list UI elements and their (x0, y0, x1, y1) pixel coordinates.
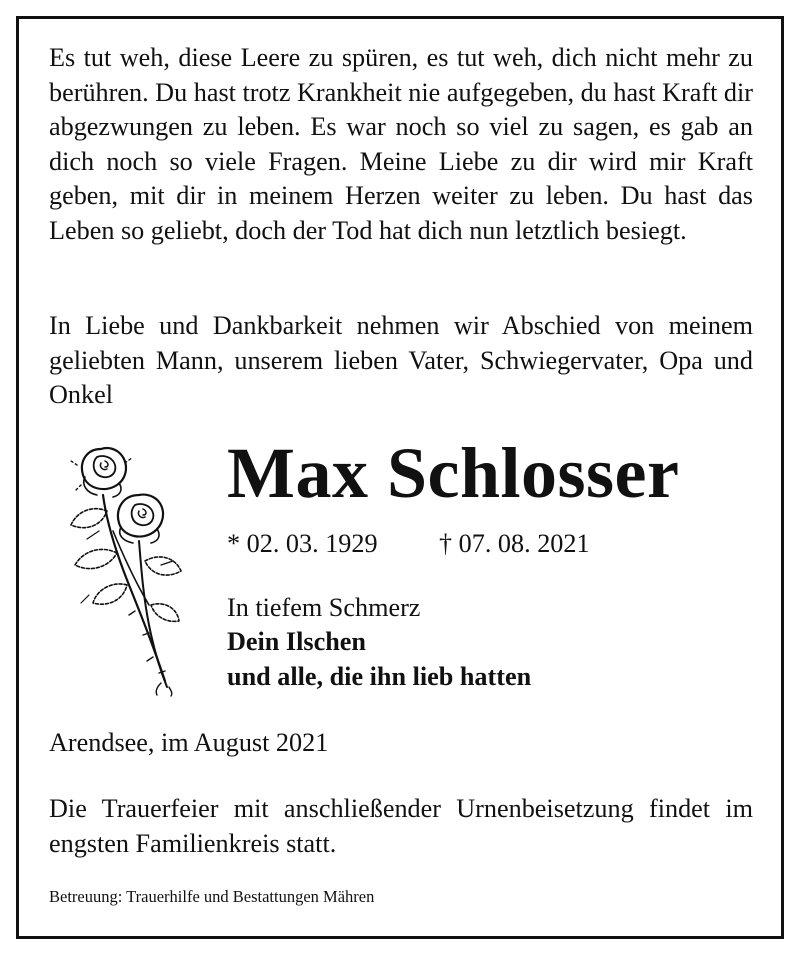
intro-poem: Es tut weh, diese Leere zu spüren, es tut weh, dich nicht mehr zu berühren. Du hast trotz Krankheit nie aufgegeben, du hast Kraft dir abgezwungen zu leben. Es war noch so viel zu sagen, es gab an dich noch so viele Fragen. Meine Liebe zu dir wird mir Kraft geben, mit dir in meinem Herzen weiter zu leben. Du hast das Leben so geliebt, doch der Tod hat dich nun letztlich besiegt. (49, 43, 753, 245)
farewell-text: In Liebe und Dankbarkeit nehmen wir Abschied von meinem geliebten Mann, unserem lieben Vater, Schwiegervater, Opa und Onkel (49, 311, 753, 409)
death-date: † 07. 08. 2021 (439, 529, 590, 558)
rose-icon (57, 435, 185, 697)
ceremony-note: Die Trauerfeier mit anschließender Urnenbeisetzung findet im engsten Familienkreis statt. (49, 794, 753, 858)
place-and-date: Arendsee, im August 2021 (49, 728, 329, 757)
notice-frame (16, 16, 784, 939)
mourning-line: In tiefem Schmerz (227, 593, 421, 622)
signature-secondary: und alle, die ihn lieb hatten (227, 662, 532, 691)
birth-date: * 02. 03. 1929 (227, 529, 378, 558)
funeral-home-credit: Betreuung: Trauerhilfe und Bestattungen Mähren (49, 887, 375, 906)
signature-primary: Dein Ilschen (227, 627, 366, 656)
deceased-name: Max Schlosser (227, 433, 680, 513)
